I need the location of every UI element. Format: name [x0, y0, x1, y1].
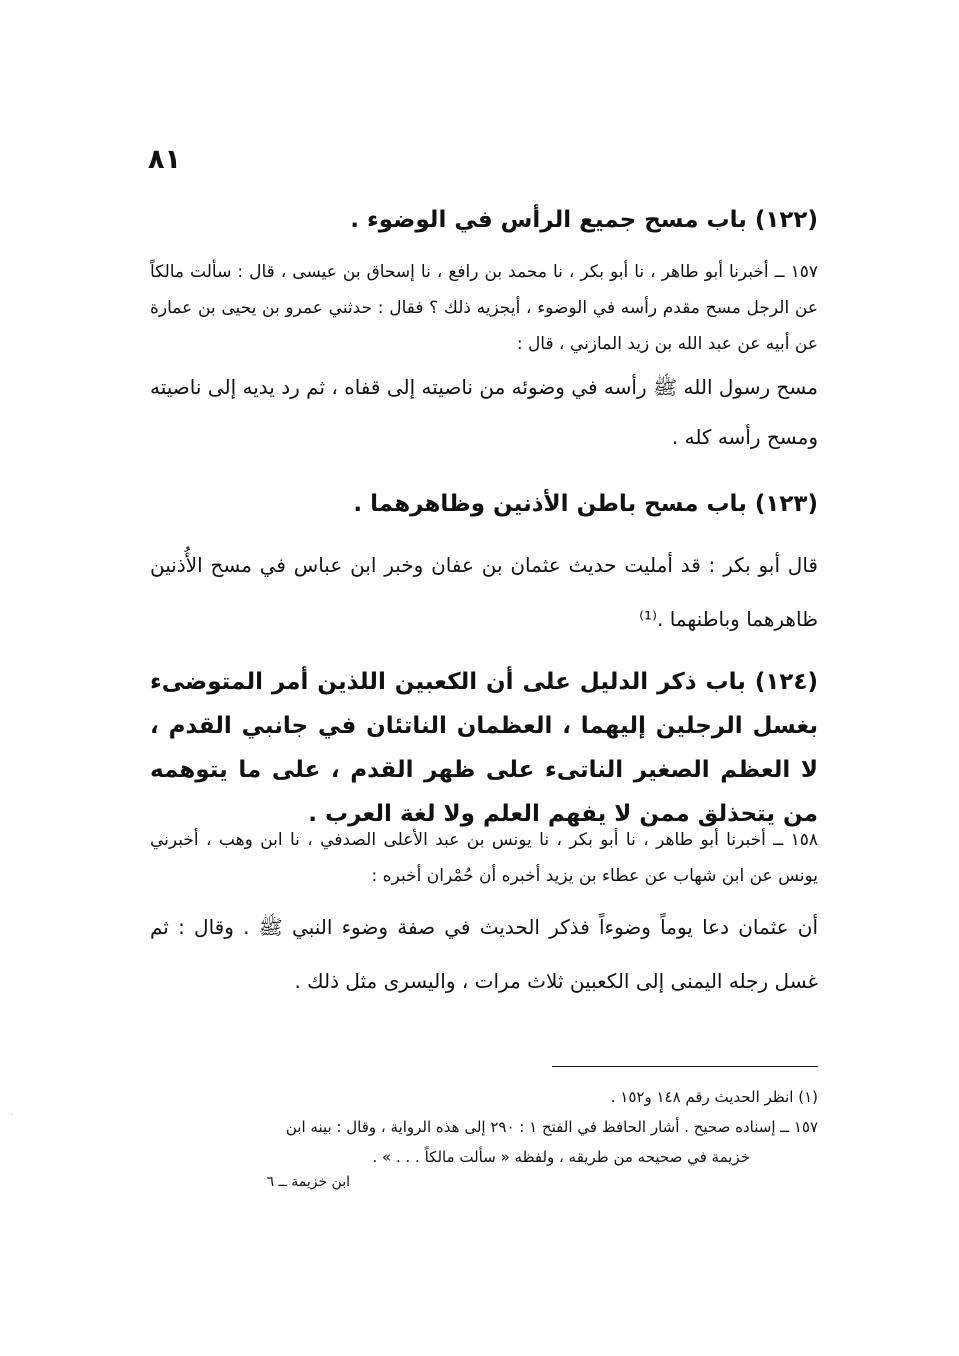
chapter-heading-124: (١٢٤) باب ذكر الدليل على أن الكعبين اللذين أمر المتوضىء بغسل الرجلين إليهما ، العظمان الناتئان في جانبي القدم ، لا العظم الصغير الناتىء على ظهر القدم ، على ما يتوهمه من يتحذلق ممن لا يفهم العلم ولا لغة العرب . — [150, 669, 818, 827]
chapter-heading-122: (١٢٢) باب مسح جميع الرأس في الوضوء . — [350, 207, 818, 233]
chapter-heading-123: (١٢٣) باب مسح باطن الأذنين وظاهرهما . — [353, 491, 818, 517]
signature-mark: ابن خزيمة ــ ٦ — [266, 1174, 350, 1190]
scan-speck-icon: · — [10, 1110, 13, 1119]
footnote-157-line-1: ١٥٧ ــ إسناده صحيح . أشار الحافظ في الفتح ١ : ٢٩٠ إلى هذه الرواية ، وقال : بينه ابن — [285, 1118, 818, 1136]
hadith-matn-157: مسح رسول الله ﷺ رأسه في وضوئه من ناصيته إلى قفاه ، ثم رد يديه إلى ناصيته ومسح رأسه كله . — [150, 375, 818, 449]
page-number: ٨١ — [148, 144, 181, 175]
footnote-1: (١) انظر الحديث رقم ١٤٨ و١٥٢ . — [610, 1088, 818, 1106]
hadith-isnad-157: ١٥٧ ــ أخبرنا أبو طاهر ، نا أبو بكر ، نا محمد بن رافع ، نا إسحاق بن عيسى ، قال : سألت مالكاً عن الرجل مسح مقدم رأسه في الوضوء ، أيجزيه ذلك ؟ فقال : حدثني عمرو بن يحيى بن عمارة عن أبيه عن عبد الله بن زيد المازني ، قال : — [150, 262, 818, 354]
footnote-157-line-2: خزيمة في صحيحه من طريقه ، ولفظه « سألت مالكاً . . . » . — [372, 1148, 750, 1166]
footnote-separator — [552, 1066, 818, 1067]
hadith-isnad-158: ١٥٨ ــ أخبرنا أبو طاهر ، نا أبو بكر ، نا يونس بن عبد الأعلى الصدفي ، نا ابن وهب ، أخبرني يونس عن ابن شهاب عن عطاء بن يزيد أخبره أن حُمْران أخبره : — [150, 830, 818, 886]
chapter-text-123: قال أبو بكر : قد أمليت حديث عثمان بن عفان وخبر ابن عباس في مسح الأُذنين ظاهرهما وباطنهما .⁽¹⁾ — [150, 553, 818, 631]
hadith-matn-158: أن عثمان دعا يوماً وضوءاً فذكر الحديث في صفة وضوء النبي ﷺ . وقال : ثم غسل رجله اليمنى إلى الكعبين ثلاث مرات ، واليسرى مثل ذلك . — [150, 915, 818, 993]
